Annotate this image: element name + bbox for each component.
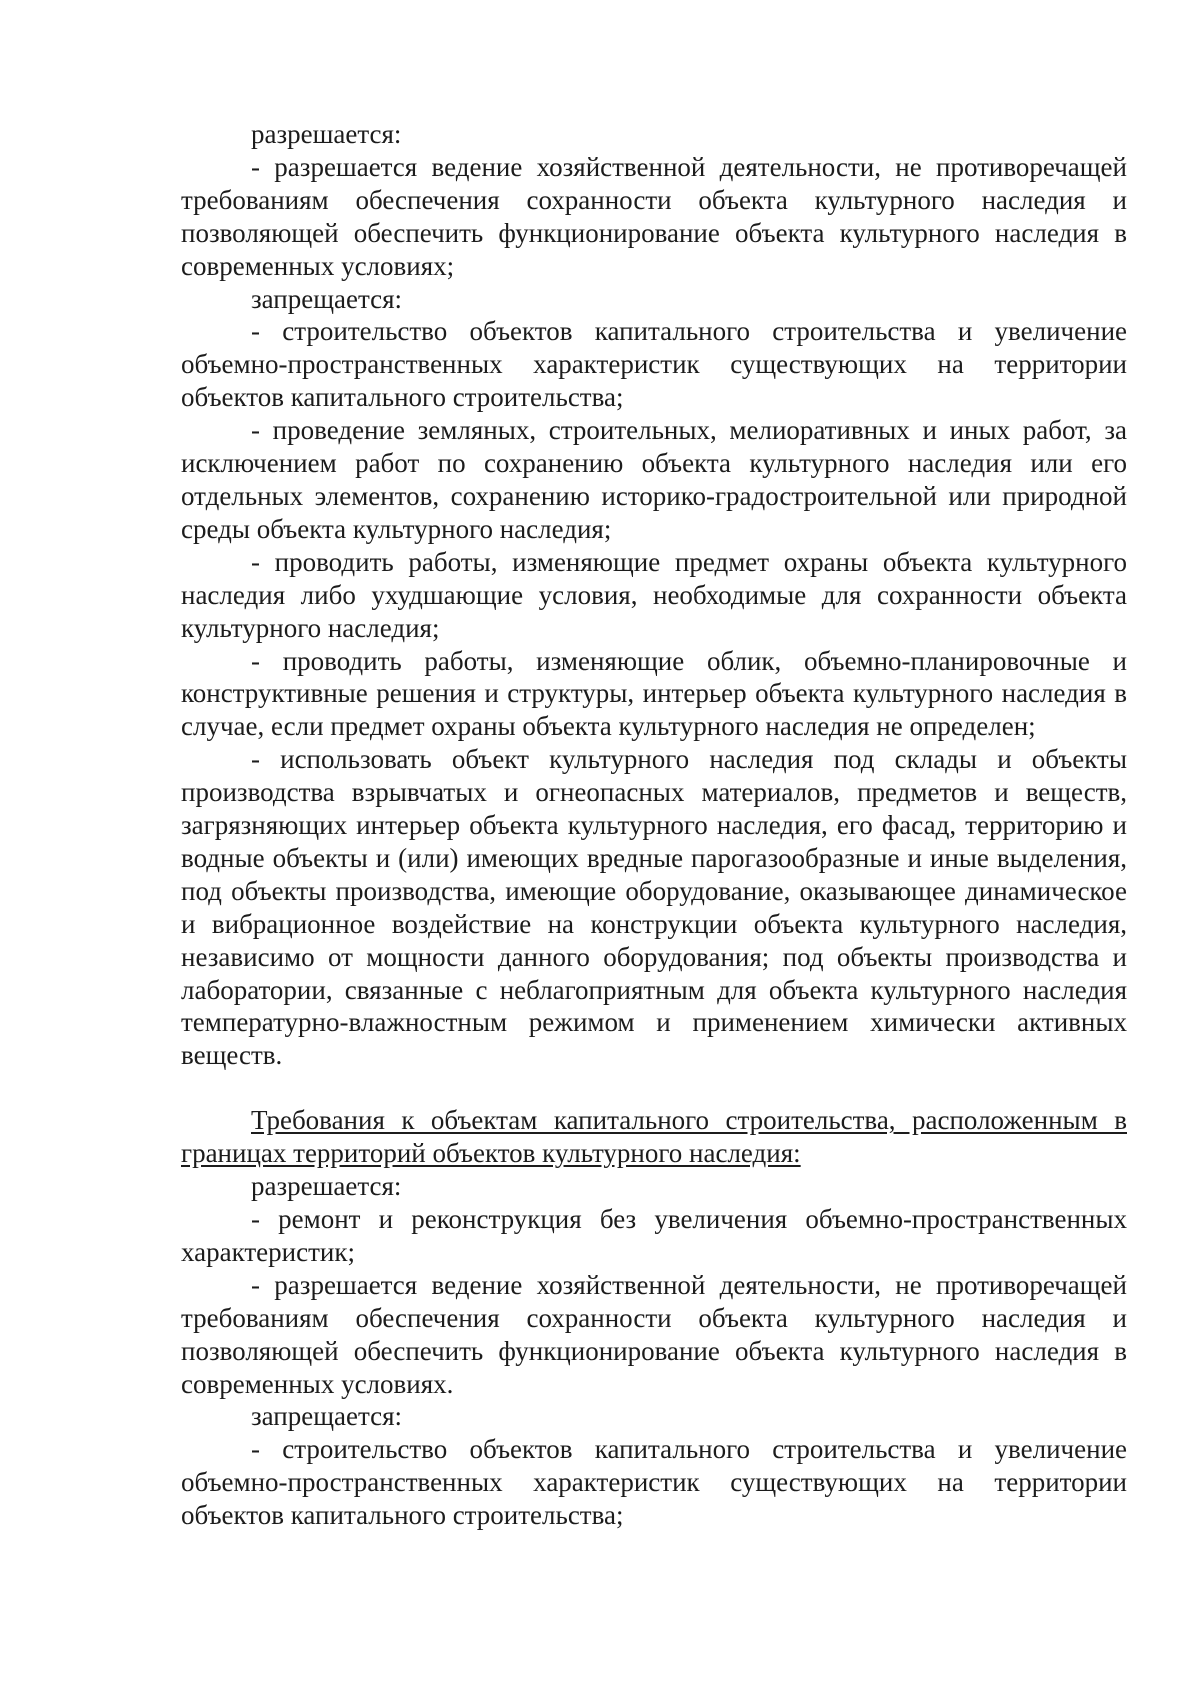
forbidden-label: запрещается: bbox=[251, 283, 403, 314]
forbidden-item: - проводить работы, изменяющие облик, объемно-планировочные и конструктивные решения и структуры, интерьер объекта культурного наследия в случае, если предмет охраны объекта культурного наследия не определен; bbox=[181, 645, 1127, 742]
forbidden-item: - строительство объектов капитального строительства и увеличение объемно-пространственных характеристик существующих на территории объектов капитального строительства; bbox=[181, 1434, 1127, 1531]
allowed-item: - ремонт и реконструкция без увеличения объемно-пространственных характеристик; bbox=[181, 1204, 1127, 1267]
forbidden-item: - проведение земляных, строительных, мелиоративных и иных работ, за исключением работ по сохранению объекта культурного наследия или его отдельных элементов, сохранению историко-градостроительной или природной среды объекта культурного наследия; bbox=[181, 415, 1127, 544]
forbidden-item: - проводить работы, изменяющие предмет охраны объекта культурного наследия либо ухудшающие условия, необходимые для сохранности объекта культурного наследия; bbox=[181, 546, 1127, 643]
forbidden-item: - строительство объектов капитального строительства и увеличение объемно-пространственных характеристик существующих на территории объектов капитального строительства; bbox=[181, 316, 1127, 413]
allowed-item: - разрешается ведение хозяйственной деятельности, не противоречащей требованиям обеспечения сохранности объекта культурного наследия и позволяющей обеспечить функционирование объекта культурного наследия в современных условиях; bbox=[181, 151, 1127, 281]
forbidden-label: запрещается: bbox=[251, 1401, 403, 1432]
section-heading: Требования к объектам капитального строительства, расположенным в границах территорий объектов культурного наследия: bbox=[181, 1105, 1127, 1169]
document-page bbox=[181, 118, 1127, 1532]
section-spacer bbox=[181, 1072, 1127, 1104]
allowed-label: разрешается: bbox=[251, 1171, 402, 1202]
forbidden-item: - использовать объект культурного наследия под склады и объекты производства взрывчатых и огнеопасных материалов, предметов и веществ, загрязняющих интерьер объекта культурного наследия, его фасад, территорию и водные объекты и (или) имеющих вредные парогазообразные и иные выделения, под объекты производства, имеющие оборудование, оказывающее динамическое и вибрационное воздействие на конструкции объекта культурного наследия, независимо от мощности данного оборудования; под объекты производства и лаборатории, связанные с неблагоприятным для объекта культурного наследия температурно-влажностным режимом и применением химически активных веществ. bbox=[181, 744, 1127, 1071]
allowed-label: разрешается: bbox=[251, 119, 402, 149]
allowed-item: - разрешается ведение хозяйственной деятельности, не противоречащей требованиям обеспечения сохранности объекта культурного наследия и позволяющей обеспечить функционирование объекта культурного наследия в современных условиях. bbox=[181, 1269, 1127, 1399]
